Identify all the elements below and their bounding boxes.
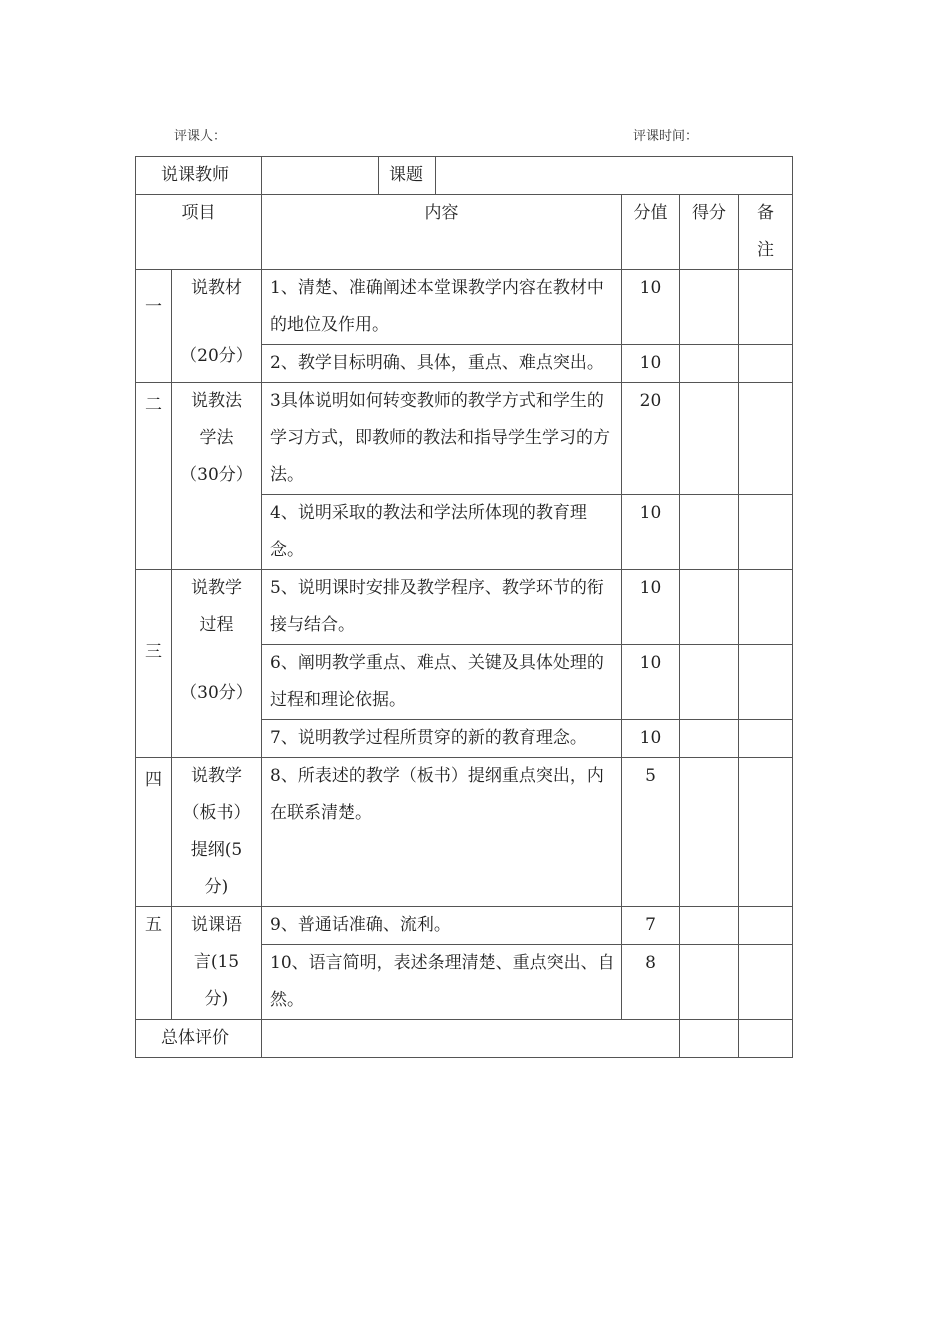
teacher-value-cell[interactable] xyxy=(262,157,379,195)
criterion-text: 5、说明课时安排及教学程序、教学环节的衔接与结合。 xyxy=(262,570,622,645)
category-line: 过程 xyxy=(199,615,234,635)
criterion-points: 5 xyxy=(622,758,680,907)
criterion-points: 10 xyxy=(622,720,680,758)
score-input-cell[interactable] xyxy=(680,907,739,945)
category-line: 说教法 xyxy=(191,391,242,411)
category-line: 学法 xyxy=(199,428,234,448)
criterion-text: 7、说明教学过程所贯穿的新的教育理念。 xyxy=(262,720,622,758)
remark-input-cell[interactable] xyxy=(739,720,793,758)
criterion-points: 10 xyxy=(622,270,680,345)
item-header: 项目 xyxy=(136,195,262,270)
criterion-points: 10 xyxy=(622,345,680,383)
criterion-text: 8、所表述的教学（板书）提纲重点突出，内在联系清楚。 xyxy=(262,758,622,907)
remark-input-cell[interactable] xyxy=(739,345,793,383)
score-input-cell[interactable] xyxy=(680,645,739,720)
evaluator-label: 评课人： xyxy=(174,129,227,144)
section-number: 四 xyxy=(136,758,172,907)
section-category xyxy=(172,758,262,907)
criterion-points: 20 xyxy=(622,383,680,495)
score-input-cell[interactable] xyxy=(680,570,739,645)
criterion-points: 10 xyxy=(622,645,680,720)
section-category xyxy=(172,907,262,1020)
content-header: 内容 xyxy=(262,195,622,270)
category-line: 说课语 xyxy=(191,915,242,935)
criterion-points: 10 xyxy=(622,495,680,570)
section-category xyxy=(172,383,262,570)
category-line: 说教学 xyxy=(191,578,242,598)
topic-value-cell[interactable] xyxy=(436,157,793,195)
remark-header-line: 注 xyxy=(757,240,774,260)
remark-header xyxy=(739,195,793,270)
score-input-cell[interactable] xyxy=(680,495,739,570)
section-number: 二 xyxy=(136,383,172,570)
overall-value-cell[interactable] xyxy=(262,1020,680,1058)
section-number: 三 xyxy=(136,570,172,758)
criterion-text: 3具体说明如何转变教师的教学方式和学生的学习方式，即教师的教法和指导学生学习的方法。 xyxy=(262,383,622,495)
teacher-label: 说课教师 xyxy=(136,157,262,195)
overall-label: 总体评价 xyxy=(136,1020,262,1058)
score-input-cell[interactable] xyxy=(680,1020,739,1058)
criterion-text: 6、阐明教学重点、难点、关键及具体处理的过程和理论依据。 xyxy=(262,645,622,720)
category-line: 分) xyxy=(204,989,229,1009)
remark-input-cell[interactable] xyxy=(739,495,793,570)
category-line: 说教材 xyxy=(191,278,242,298)
evaluation-table xyxy=(135,156,793,1058)
table-row xyxy=(136,570,793,645)
category-line: 言(15 xyxy=(193,952,240,972)
section-category xyxy=(172,570,262,758)
criterion-text: 4、说明采取的教法和学法所体现的教育理念。 xyxy=(262,495,622,570)
score-input-cell[interactable] xyxy=(680,383,739,495)
remark-input-cell[interactable] xyxy=(739,758,793,907)
category-line: （30分） xyxy=(180,683,253,703)
criterion-text: 9、普通话准确、流利。 xyxy=(262,907,622,945)
table-row xyxy=(136,383,793,495)
score-input-cell[interactable] xyxy=(680,720,739,758)
criterion-text: 1、清楚、准确阐述本堂课教学内容在教材中的地位及作用。 xyxy=(262,270,622,345)
criterion-points: 8 xyxy=(622,945,680,1020)
remark-input-cell[interactable] xyxy=(739,907,793,945)
criterion-points: 7 xyxy=(622,907,680,945)
score-value-header: 分值 xyxy=(622,195,680,270)
remark-input-cell[interactable] xyxy=(739,570,793,645)
score-input-cell[interactable] xyxy=(680,345,739,383)
category-line: 说教学 xyxy=(191,766,242,786)
score-input-cell[interactable] xyxy=(680,758,739,907)
section-number: 一 xyxy=(136,270,172,383)
category-line: （30分） xyxy=(180,465,253,485)
category-line: 分) xyxy=(204,877,229,897)
remark-input-cell[interactable] xyxy=(739,383,793,495)
category-line: （20分） xyxy=(180,346,253,366)
score-input-cell[interactable] xyxy=(680,945,739,1020)
criterion-text: 10、语言简明，表述条理清楚、重点突出、自然。 xyxy=(262,945,622,1020)
table-row xyxy=(136,758,793,907)
remark-input-cell[interactable] xyxy=(739,645,793,720)
table-row xyxy=(136,907,793,945)
topic-label: 课题 xyxy=(379,157,436,195)
section-category xyxy=(172,270,262,383)
remark-header-line: 备 xyxy=(757,203,774,223)
criterion-text: 2、教学目标明确、具体，重点、难点突出。 xyxy=(262,345,622,383)
score-got-header: 得分 xyxy=(680,195,739,270)
remark-input-cell[interactable] xyxy=(739,270,793,345)
category-line: （板书） xyxy=(182,803,251,823)
score-input-cell[interactable] xyxy=(680,270,739,345)
remark-input-cell[interactable] xyxy=(739,945,793,1020)
overall-row xyxy=(136,1020,793,1058)
table-row xyxy=(136,270,793,345)
criterion-points: 10 xyxy=(622,570,680,645)
column-header-row xyxy=(136,195,793,270)
teacher-topic-row xyxy=(136,157,793,195)
remark-input-cell[interactable] xyxy=(739,1020,793,1058)
evaluation-time-label: 评课时间： xyxy=(633,129,699,144)
category-line: 提纲(5 xyxy=(190,840,243,860)
section-number: 五 xyxy=(136,907,172,1020)
